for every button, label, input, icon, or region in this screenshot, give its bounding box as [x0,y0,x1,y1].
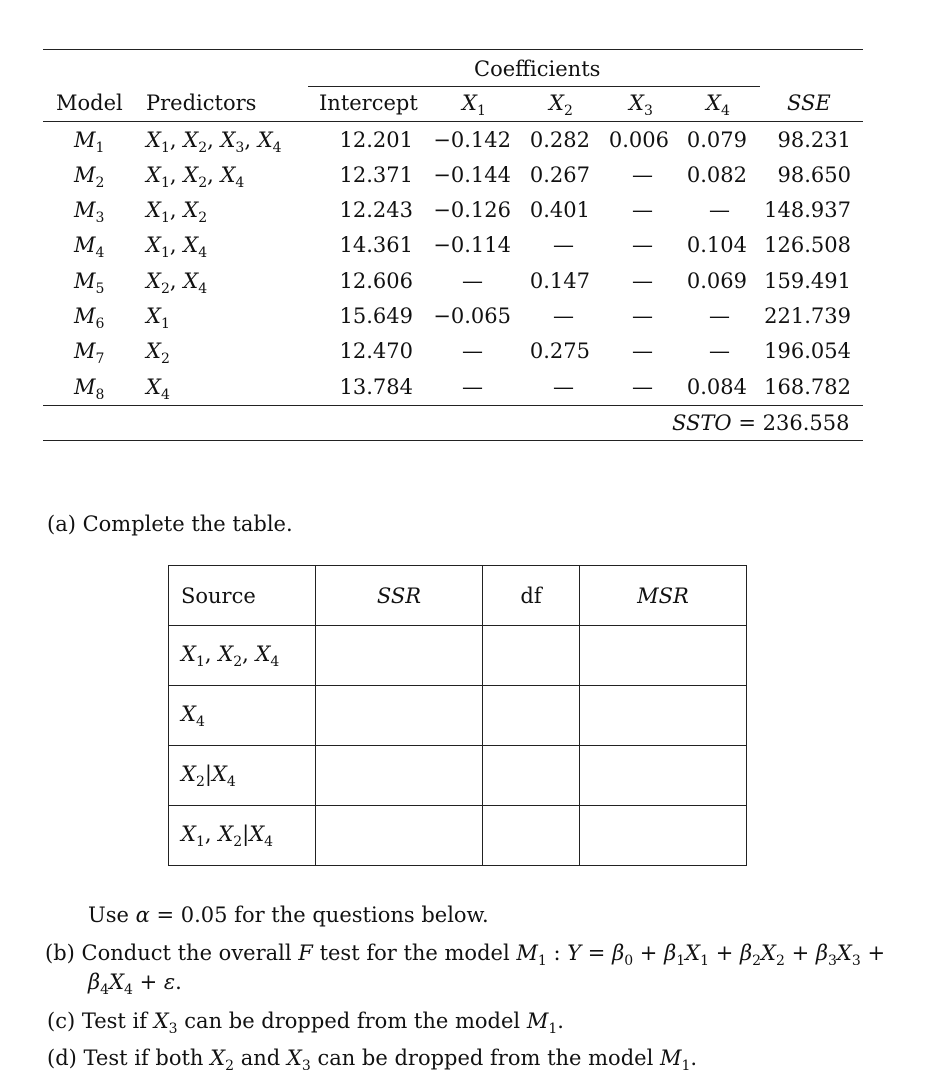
cell-x3: — [632,304,653,328]
df-cell[interactable] [483,746,580,806]
col-x3-header: $X_3$ [629,91,653,119]
source-x1-x2-given-x4: $X_1$, $X_2|X_4$ [169,806,316,866]
col-sse-header: SSE [787,91,831,115]
cell-x3: — [632,269,653,293]
cell-sse: 126.508 [764,233,851,257]
row-model: $M_1$ [74,128,105,156]
cell-x4: — [709,198,730,222]
source-x4: $X_4$ [169,686,316,746]
row-predictors: $X_1$, $X_2$, $X_3$, $X_4$ [146,128,282,156]
anova-table [168,565,747,866]
cell-x4: 0.079 [686,128,747,152]
part-b-continued: $\beta_4X_4 + \varepsilon$. [88,970,182,998]
cell-intercept: 14.361 [339,233,413,257]
cell-sse: 148.937 [764,198,851,222]
cell-x4: 0.082 [686,163,747,187]
row-predictors: $X_2$ [146,339,170,367]
cell-x1: — [462,269,483,293]
ssr-cell[interactable] [316,686,483,746]
col-model-header: Model [56,91,123,115]
col-x2-header: $X_2$ [549,91,573,119]
table-top-rule [43,49,863,50]
cell-x2: 0.147 [529,269,590,293]
row-model: $M_8$ [74,375,105,403]
cell-x1: −0.144 [433,163,511,187]
row-predictors: $X_1$, $X_4$ [146,233,208,261]
ssto-line: SSTO = 236.558 [672,411,850,435]
rows-bottom-rule [43,405,863,406]
cell-intercept: 13.784 [339,375,413,399]
row-model: $M_3$ [74,198,105,226]
source-header: Source [169,566,316,626]
ssr-cell[interactable] [316,626,483,686]
part-d: (d) Test if both $X_2$ and $X_3$ can be dropped from the model $M_1$. [47,1046,698,1074]
cell-x1: — [462,339,483,363]
cell-x2: 0.275 [529,339,590,363]
row-model: $M_4$ [74,233,105,261]
cell-x2: — [553,304,574,328]
ssr-cell[interactable] [316,746,483,806]
anova-row [169,626,747,686]
row-model: $M_7$ [74,339,105,367]
cell-intercept: 12.606 [339,269,413,293]
cell-sse: 159.491 [764,269,851,293]
cell-x1: — [462,375,483,399]
anova-row [169,746,747,806]
cell-x4: — [709,339,730,363]
cell-x4: 0.104 [686,233,747,257]
cell-x2: 0.401 [529,198,590,222]
cell-x4: — [709,304,730,328]
cell-x3: — [632,375,653,399]
cell-x2: 0.282 [529,128,590,152]
cell-x1: −0.126 [433,198,511,222]
cell-sse: 196.054 [764,339,851,363]
ssr-cell[interactable] [316,806,483,866]
cell-sse: 98.231 [777,128,851,152]
cell-intercept: 12.243 [339,198,413,222]
df-cell[interactable] [483,626,580,686]
cell-x2: — [553,375,574,399]
row-model: $M_6$ [74,304,105,332]
part-a: (a) Complete the table. [47,512,293,536]
df-cell[interactable] [483,686,580,746]
coefficients-span-rule [308,86,760,87]
row-predictors: $X_1$ [146,304,170,332]
cell-sse: 168.782 [764,375,851,399]
df-cell[interactable] [483,806,580,866]
cell-x4: 0.069 [686,269,747,293]
coefficients-header: Coefficients [474,57,601,81]
row-predictors: $X_2$, $X_4$ [146,269,208,297]
cell-x1: −0.114 [433,233,511,257]
cell-x4: 0.084 [686,375,747,399]
cell-x2: — [553,233,574,257]
cell-x1: −0.142 [433,128,511,152]
cell-sse: 221.739 [764,304,851,328]
row-model: $M_2$ [74,163,105,191]
cell-x3: — [632,163,653,187]
anova-header-row [169,566,747,626]
cell-x2: 0.267 [529,163,590,187]
anova-row [169,806,747,866]
anova-row [169,686,747,746]
part-c: (c) Test if $X_3$ can be dropped from the model $M_1$. [47,1009,564,1037]
msr-cell[interactable] [580,806,747,866]
header-bottom-rule [43,121,863,122]
row-predictors: $X_1$, $X_2$ [146,198,208,226]
part-b: (b) Conduct the overall F test for the model $M_1$ : $Y = \beta_0 + \beta_1X_1 + \beta_2X_2 + \beta_3X_3$ + [45,941,886,969]
source-x1-x2-x4: $X_1$, $X_2$, $X_4$ [169,626,316,686]
cell-x3: — [632,339,653,363]
row-predictors: $X_1$, $X_2$, $X_4$ [146,163,245,191]
cell-intercept: 15.649 [339,304,413,328]
cell-x3: — [632,198,653,222]
msr-cell[interactable] [580,626,747,686]
col-intercept-header: Intercept [319,91,418,115]
cell-x3: — [632,233,653,257]
msr-header: MSR [580,566,747,626]
row-model: $M_5$ [74,269,105,297]
cell-intercept: 12.371 [339,163,413,187]
table-bottom-rule [43,440,863,441]
cell-intercept: 12.201 [339,128,413,152]
source-x2-given-x4: $X_2|X_4$ [169,746,316,806]
col-predictors-header: Predictors [146,91,257,115]
cell-x1: −0.065 [433,304,511,328]
col-x1-header: $X_1$ [462,91,486,119]
df-header: df [483,566,580,626]
col-x4-header: $X_4$ [706,91,730,119]
msr-cell[interactable] [580,746,747,806]
cell-intercept: 12.470 [339,339,413,363]
ssr-header: SSR [316,566,483,626]
alpha-instruction: Use α = 0.05 for the questions below. [88,903,489,927]
cell-x3: 0.006 [608,128,669,152]
msr-cell[interactable] [580,686,747,746]
row-predictors: $X_4$ [146,375,170,403]
cell-sse: 98.650 [777,163,851,187]
